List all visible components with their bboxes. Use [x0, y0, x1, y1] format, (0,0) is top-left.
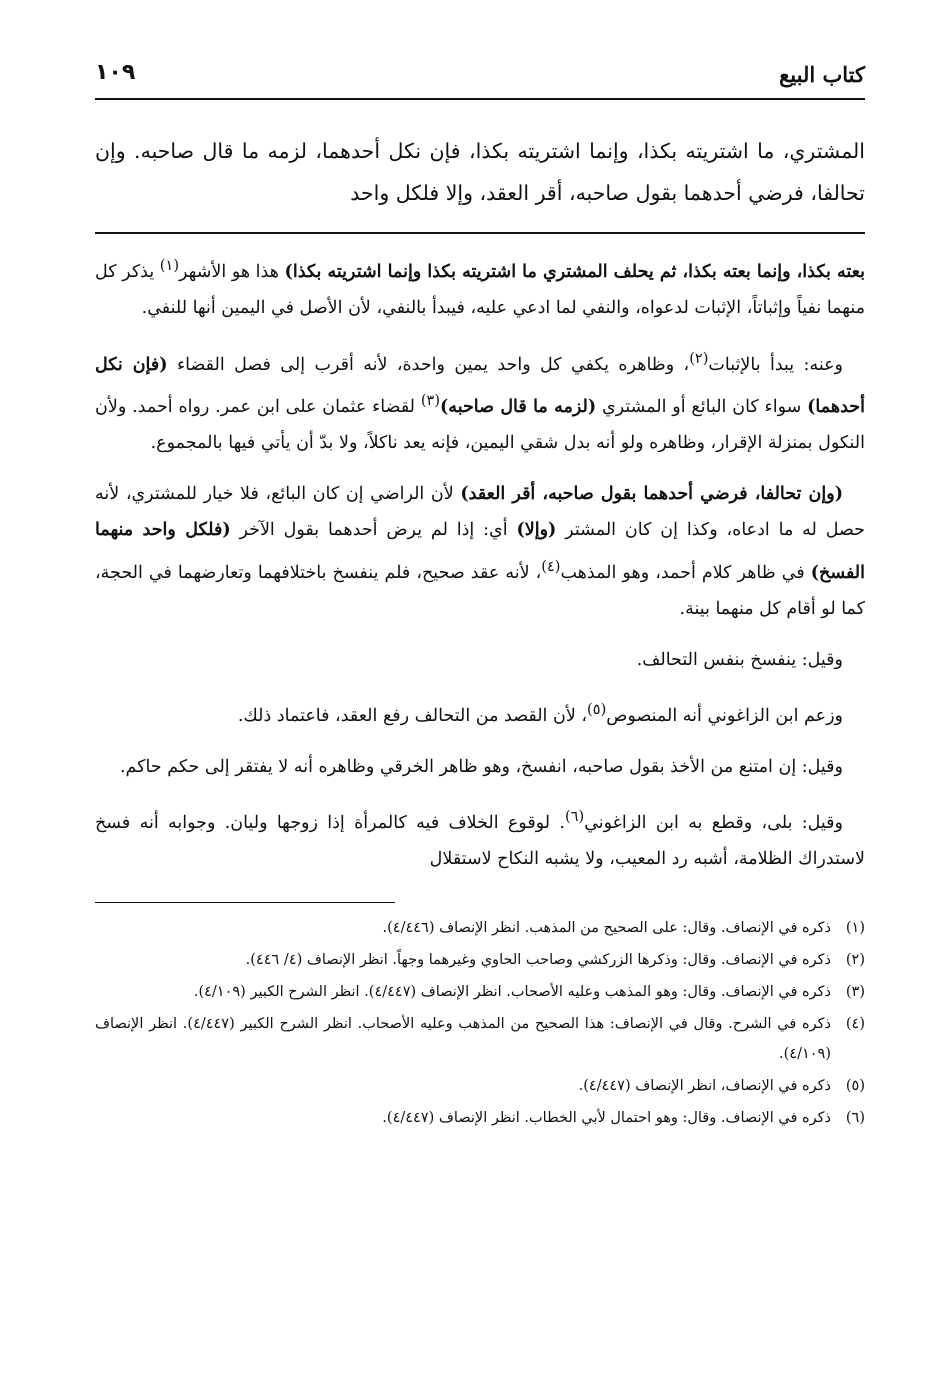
footnote	[95, 1103, 865, 1133]
commentary-text: . لوقوع الخلاف فيه كالمرأة إذا زوجها وليان. وجوابه أنه فسخ لاستدراك الظلامة، أشبه رد المعيب، ولا يشبه النكاح لاستقلال	[95, 812, 865, 870]
footnote-number: (٢)	[845, 951, 865, 968]
commentary-text: في ظاهر كلام أحمد، وهو المذهب	[560, 562, 811, 583]
footnote-rule-wrap	[95, 892, 865, 913]
footnote-text: ذكره في الإنصاف، انظر الإنصاف (٤/٤٤٧).	[578, 1077, 831, 1094]
quoted-matn: (لزمه ما قال صاحبه)	[440, 396, 597, 417]
footnote	[95, 1009, 865, 1069]
page-number: ١٠٩	[95, 60, 143, 85]
commentary	[95, 248, 865, 878]
footnote-ref: (٤)	[541, 557, 561, 575]
footnote	[95, 1071, 865, 1101]
commentary-paragraph-4: وقيل: ينفسخ بنفس التحالف.	[636, 649, 843, 670]
footnote-number: (٥)	[845, 1077, 865, 1094]
footnote-rule	[95, 902, 395, 903]
matn-text: المشتري، ما اشتريته بكذا، وإنما اشتريته بكذا، فإن نكل أحدهما، لزمه ما قال صاحبه. وإن تحالفا، فرضي أحدهما بقول صاحبه، أقر العقد، وإلا فلكل واحد	[95, 139, 865, 205]
footnote-number: (٤)	[845, 1015, 865, 1032]
footnote	[95, 945, 865, 975]
footnote-number: (٦)	[845, 1109, 865, 1126]
matn-divider	[95, 232, 865, 234]
footnotes	[95, 913, 865, 1133]
footnote	[95, 913, 865, 943]
commentary-text: ، وظاهره يكفي كل واحد يمين واحدة، لأنه أقرب إلى فصل القضاء	[167, 354, 690, 375]
commentary-text: ، لأن القصد من التحالف رفع العقد، فاعتماد ذلك.	[237, 706, 588, 727]
commentary-paragraph-2	[95, 341, 865, 462]
chapter-title: كتاب البيع	[771, 62, 865, 87]
footnote-ref: (٦)	[564, 808, 585, 826]
footnote	[95, 977, 865, 1007]
commentary-text: ، لأنه عقد صحيح، فلم ينفسخ باختلافهما وتعارضهما في الحجة، كما لو أقام كل منهما بينة.	[95, 562, 865, 620]
commentary-text: لأن الراضي إن كان البائع، فلا خيار للمشتري، لأنه حصل له ما ادعاه، وكذا إن كان المشتر	[95, 483, 865, 541]
running-header	[95, 58, 865, 100]
book-page	[95, 58, 865, 1135]
footnote-text: ذكره في الشرح. وقال في الإنصاف: هذا الصحيح من المذهب وعليه الأصحاب. انظر الشرح الكبير (٤/٤٤٧). انظر الإنصاف (٤/١٠٩).	[95, 1015, 831, 1062]
commentary-paragraph-1	[95, 248, 865, 327]
commentary-text: سواء كان البائع أو المشتري	[596, 396, 808, 417]
quoted-matn: (فلكل واحد منهما الفسخ)	[95, 520, 865, 583]
commentary-text: وقيل: بلى، وقطع به ابن الزاغوني	[584, 812, 843, 833]
commentary-text: وزعم ابن الزاغوني أنه المنصوص	[606, 706, 843, 727]
commentary-paragraph-3	[95, 476, 865, 628]
footnote-ref: (١)	[159, 257, 180, 274]
commentary-text: هذا هو الأشهر	[179, 261, 285, 282]
commentary-paragraph-5	[95, 692, 865, 734]
footnote-text: ذكره في الإنصاف. وقال: وذكرها الزركشي وصاحب الحاوي وغيرهما وجهاً. انظر الإنصاف (٤/ ٤٤٦).	[245, 951, 831, 968]
footnote-ref: (٢)	[689, 349, 709, 367]
commentary-text: يذكر كل منهما نفياً وإثباتاً، الإثبات لدعواه، والنفي لما ادعي عليه، فيبدأ بالنفي، لأن الأصل في اليمين أنها للنفي.	[95, 261, 865, 319]
quoted-matn: (فإن نكل أحدهما)	[95, 354, 865, 417]
quoted-matn: (وإلا)	[516, 520, 557, 541]
quoted-matn: (وإن تحالفا، فرضي أحدهما بقول صاحبه، أقر العقد)	[460, 483, 843, 504]
commentary-text: أي: إذا لم يرض أحدهما بقول الآخر	[230, 520, 517, 541]
footnote-text: ذكره في الإنصاف. وقال: وهو احتمال لأبي الخطاب. انظر الإنصاف (٤/٤٤٧).	[382, 1109, 831, 1126]
commentary-text: لقضاء عثمان على ابن عمر. رواه أحمد. ولأن النكول بمنزلة الإقرار، وظاهره ولو أنه بدل شقي اليمين، فإنه يعد ناكلاً، ولا بدّ أن يأتي فيها بالمجموع.	[95, 396, 865, 454]
footnote-ref: (٥)	[587, 701, 607, 719]
footnote-text: ذكره في الإنصاف. وقال: وهو المذهب وعليه الأصحاب. انظر الإنصاف (٤/٤٤٧). انظر الشرح الكبير (٤/١٠٩).	[193, 983, 831, 1000]
commentary-paragraph-6: وقيل: إن امتنع من الأخذ بقول صاحبه، انفسخ، وهو ظاهر الخرقي وظاهره أنه لا يفتقر إلى حكم حاكم.	[119, 756, 843, 777]
footnote-number: (٣)	[845, 983, 865, 1000]
footnote-text: ذكره في الإنصاف. وقال: على الصحيح من المذهب. انظر الإنصاف (٤/٤٤٦).	[382, 919, 831, 936]
quoted-matn: بعته بكذا، وإنما بعته بكذا، ثم يحلف المشتري ما اشتريته بكذا وإنما اشتريته بكذا)	[284, 261, 865, 282]
commentary-paragraph-7	[95, 799, 865, 878]
footnote-ref: (٣)	[420, 392, 441, 410]
footnote-number: (١)	[845, 919, 865, 936]
commentary-text: وعنه: يبدأ بالإثبات	[708, 354, 843, 375]
